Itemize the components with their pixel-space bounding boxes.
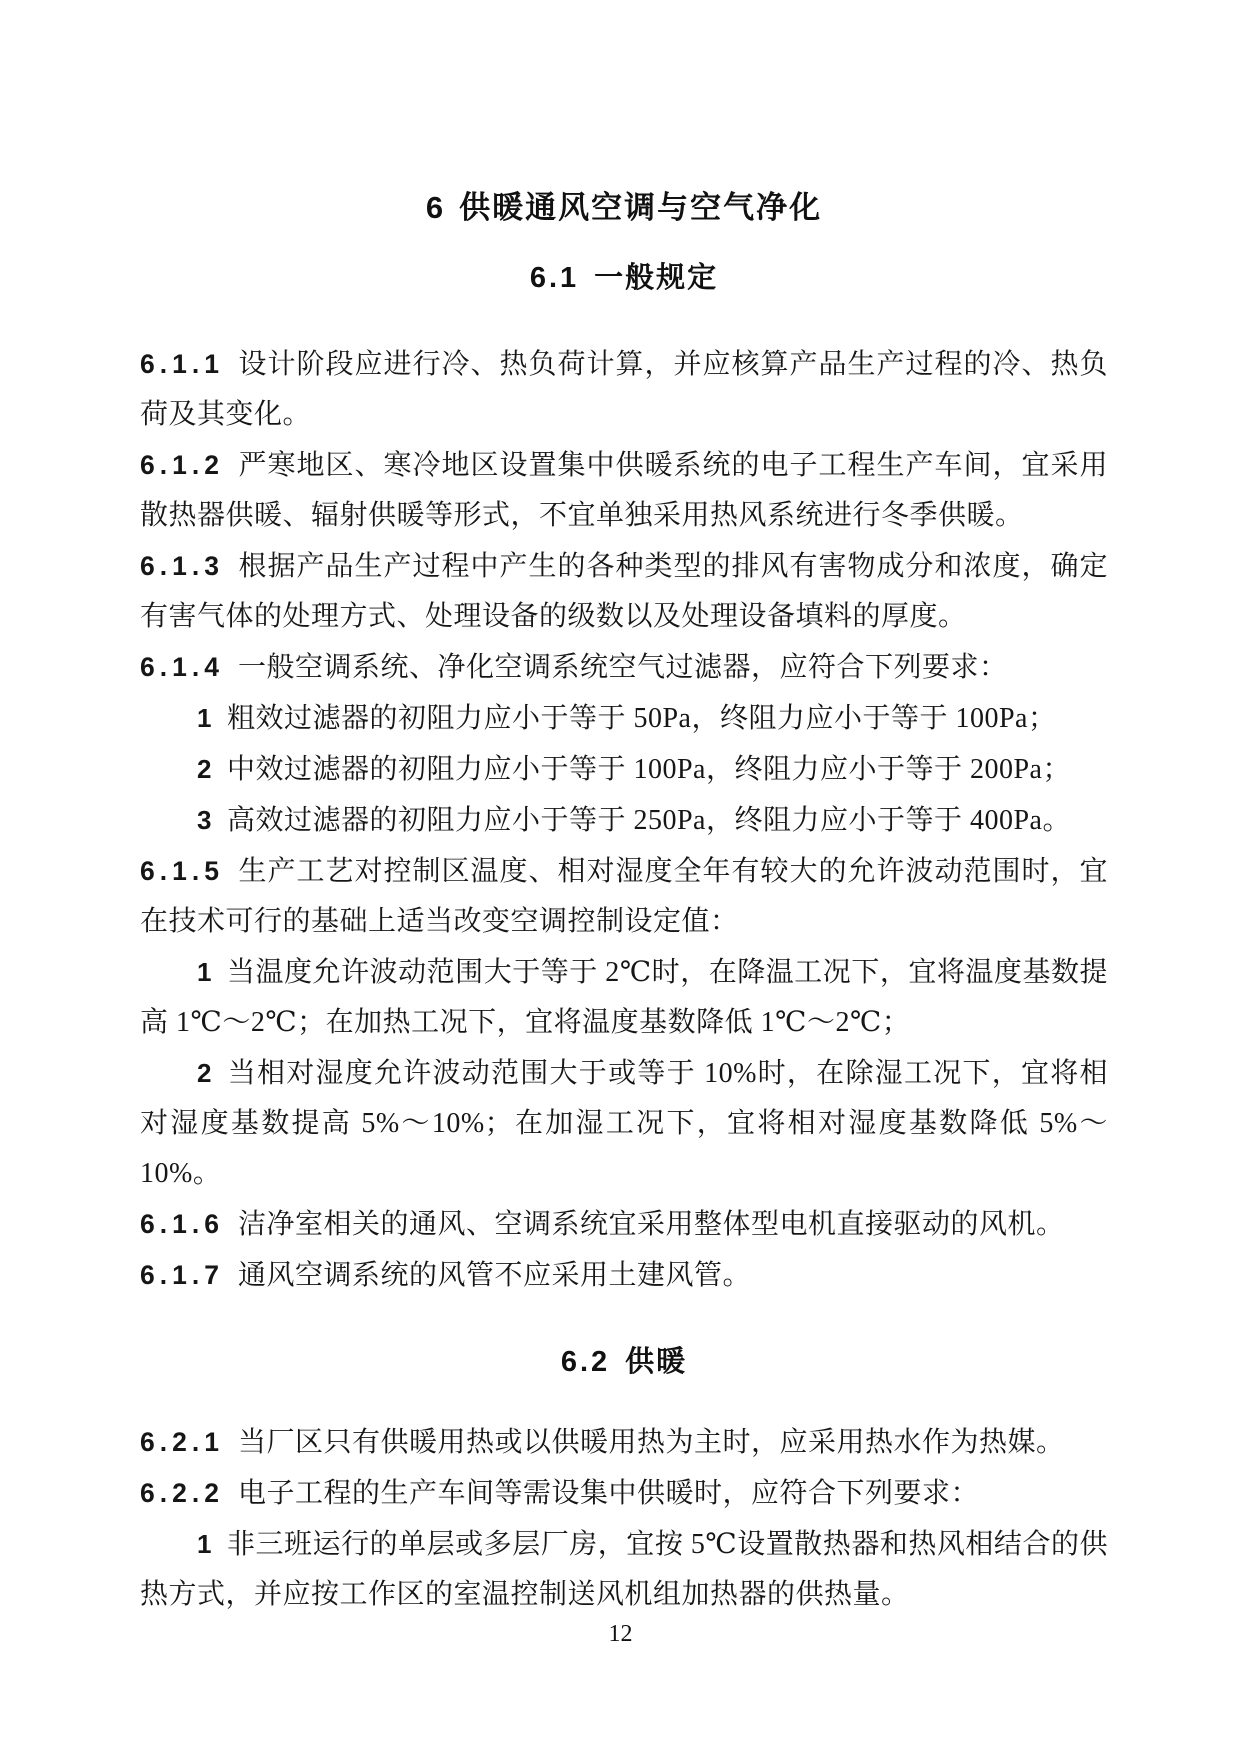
item-number: 1: [197, 1529, 212, 1559]
item-text: 粗效过滤器的初阻力应小于等于 50Pa，终阻力应小于等于 100Pa；: [226, 703, 1057, 734]
section-number: 6.1: [529, 262, 580, 294]
clause-6-2-1: [140, 1417, 1108, 1468]
clause-number: 6.1.5: [140, 856, 224, 886]
clause-text: 生产工艺对控制区温度、相对湿度全年有较大的允许波动范围时，宜在技术可行的基础上适当改变空调控制设定值：: [140, 856, 1108, 937]
item-text: 当温度允许波动范围大于等于 2℃时，在降温工况下，宜将温度基数提高 1℃～2℃；在加热工况下，宜将温度基数降低 1℃～2℃；: [140, 957, 1108, 1038]
clause-text: 一般空调系统、净化空调系统空气过滤器，应符合下列要求：: [237, 652, 1008, 683]
clause-number: 6.1.3: [140, 551, 224, 581]
clause-6-1-4: [140, 642, 1108, 693]
clause-6-1-5-item-1: [140, 947, 1108, 1048]
clause-6-1-4-item-3: [140, 795, 1108, 846]
item-number: 2: [197, 754, 212, 784]
clause-number: 6.1.6: [140, 1209, 224, 1239]
clause-text: 当厂区只有供暖用热或以供暖用热为主时，应采用热水作为热媒。: [237, 1427, 1065, 1458]
clause-6-1-3: [140, 541, 1108, 642]
clause-text: 电子工程的生产车间等需设集中供暖时，应符合下列要求：: [237, 1478, 979, 1509]
clause-number: 6.1.4: [140, 652, 224, 682]
item-text: 非三班运行的单层或多层厂房，宜按 5℃设置散热器和热风相结合的供热方式，并应按工作区的室温控制送风机组加热器的供热量。: [140, 1529, 1108, 1610]
clause-number: 6.1.1: [140, 349, 224, 379]
chapter-number: 6: [425, 190, 444, 225]
section-heading-6-2: [140, 1346, 1108, 1379]
item-number: 3: [197, 805, 212, 835]
clause-text: 通风空调系统的风管不应采用土建风管。: [237, 1260, 751, 1291]
clause-6-1-4-item-2: [140, 744, 1108, 795]
clause-text: 设计阶段应进行冷、热负荷计算，并应核算产品生产过程的冷、热负荷及其变化。: [140, 349, 1108, 430]
item-number: 2: [197, 1058, 212, 1088]
section-heading-6-1: [140, 262, 1108, 295]
clause-number: 6.2.2: [140, 1478, 224, 1508]
item-number: 1: [197, 957, 212, 987]
clause-6-2-2: [140, 1468, 1108, 1519]
clause-text: 洁净室相关的通风、空调系统宜采用整体型电机直接驱动的风机。: [237, 1209, 1065, 1240]
clause-text: 根据产品生产过程中产生的各种类型的排风有害物成分和浓度，确定有害气体的处理方式、处理设备的级数以及处理设备填料的厚度。: [140, 551, 1108, 632]
clause-number: 6.1.7: [140, 1260, 224, 1290]
clause-text: 严寒地区、寒冷地区设置集中供暖系统的电子工程生产车间，宜采用散热器供暖、辐射供暖等形式，不宜单独采用热风系统进行冬季供暖。: [140, 450, 1108, 531]
page-content: [140, 0, 1108, 1620]
clause-number: 6.1.2: [140, 450, 224, 480]
clause-6-1-7: [140, 1250, 1108, 1301]
clause-6-1-5-item-2: [140, 1048, 1108, 1199]
clause-6-1-6: [140, 1199, 1108, 1250]
clause-6-2-2-item-1: [140, 1519, 1108, 1620]
clause-6-1-2: [140, 440, 1108, 541]
item-number: 1: [197, 703, 212, 733]
chapter-title-text: 供暖通风空调与空气净化: [459, 190, 823, 225]
clause-6-1-1: [140, 339, 1108, 440]
item-text: 当相对湿度允许波动范围大于或等于 10%时，在除湿工况下，宜将相对湿度基数提高 5%～10%；在加湿工况下，宜将相对湿度基数降低 5%～10%。: [140, 1058, 1108, 1189]
chapter-title: [140, 190, 1108, 226]
item-text: 中效过滤器的初阻力应小于等于 100Pa，终阻力应小于等于 200Pa；: [226, 754, 1071, 785]
clause-number: 6.2.1: [140, 1427, 224, 1457]
page-number: 12: [608, 1621, 633, 1647]
section-number: 6.2: [560, 1346, 611, 1378]
section-title-text: 一般规定: [594, 262, 719, 294]
item-text: 高效过滤器的初阻力应小于等于 250Pa，终阻力应小于等于 400Pa。: [226, 805, 1071, 836]
section-title-text: 供暖: [625, 1346, 688, 1378]
clause-6-1-5: [140, 846, 1108, 947]
clause-6-1-4-item-1: [140, 693, 1108, 744]
